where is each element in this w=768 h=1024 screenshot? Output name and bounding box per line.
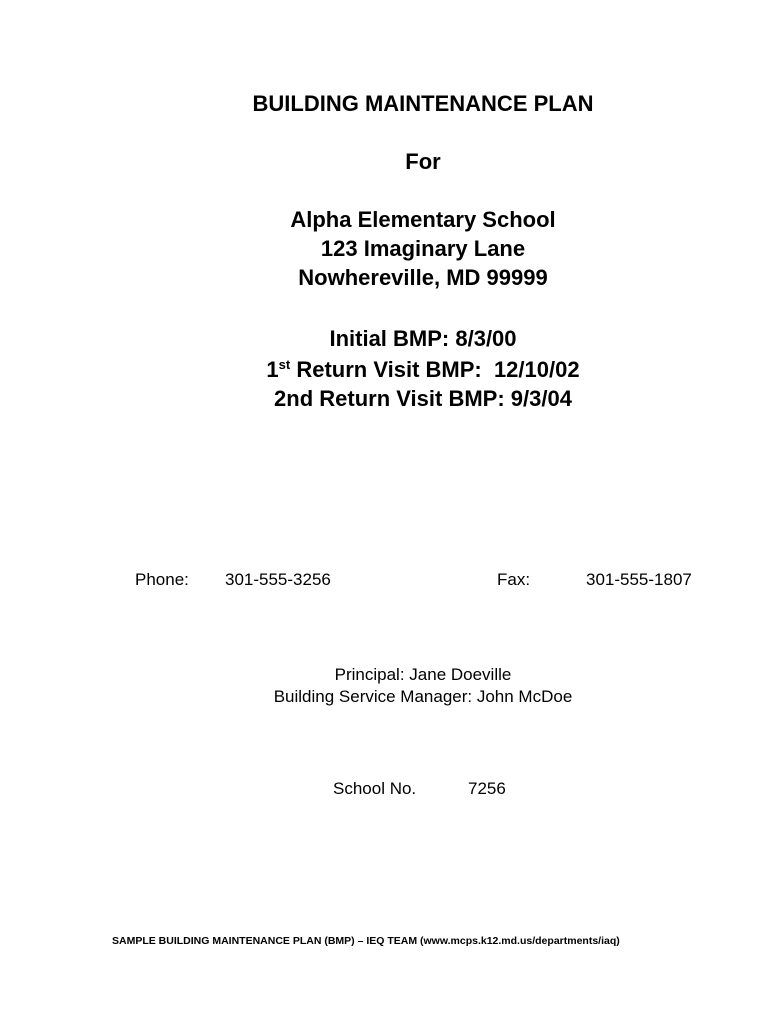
address-line-1: 123 Imaginary Lane (320, 236, 526, 261)
school-number-label: School No. (333, 779, 417, 798)
fax-label: Fax: (497, 570, 531, 589)
school-number-value: 7256 (468, 779, 506, 798)
school-name: Alpha Elementary School (290, 207, 556, 232)
manager-line: Building Service Manager: John McDoe (273, 687, 573, 706)
phone-value: 301-555-3256 (225, 570, 331, 589)
first-return-suffix: st (278, 357, 291, 372)
principal-line: Principal: Jane Doeville (334, 665, 512, 684)
second-return-visit: 2nd Return Visit BMP: 9/3/04 (274, 386, 572, 411)
first-return-number: 1 (266, 357, 279, 382)
phone-label: Phone: (135, 570, 189, 589)
fax-value: 301-555-1807 (586, 570, 692, 589)
first-return-text: Return Visit BMP: 12/10/02 (290, 357, 580, 382)
initial-visit: Initial BMP: 8/3/00 (329, 326, 517, 351)
for-label: For (405, 149, 441, 174)
document-title: BUILDING MAINTENANCE PLAN (252, 91, 594, 116)
first-return-visit (0, 357, 768, 383)
address-line-2: Nowhereville, MD 99999 (298, 265, 548, 290)
page-footer: SAMPLE BUILDING MAINTENANCE PLAN (BMP) – IEQ TEAM (www.mcps.k12.md.us/departments/iaq) (112, 935, 620, 947)
